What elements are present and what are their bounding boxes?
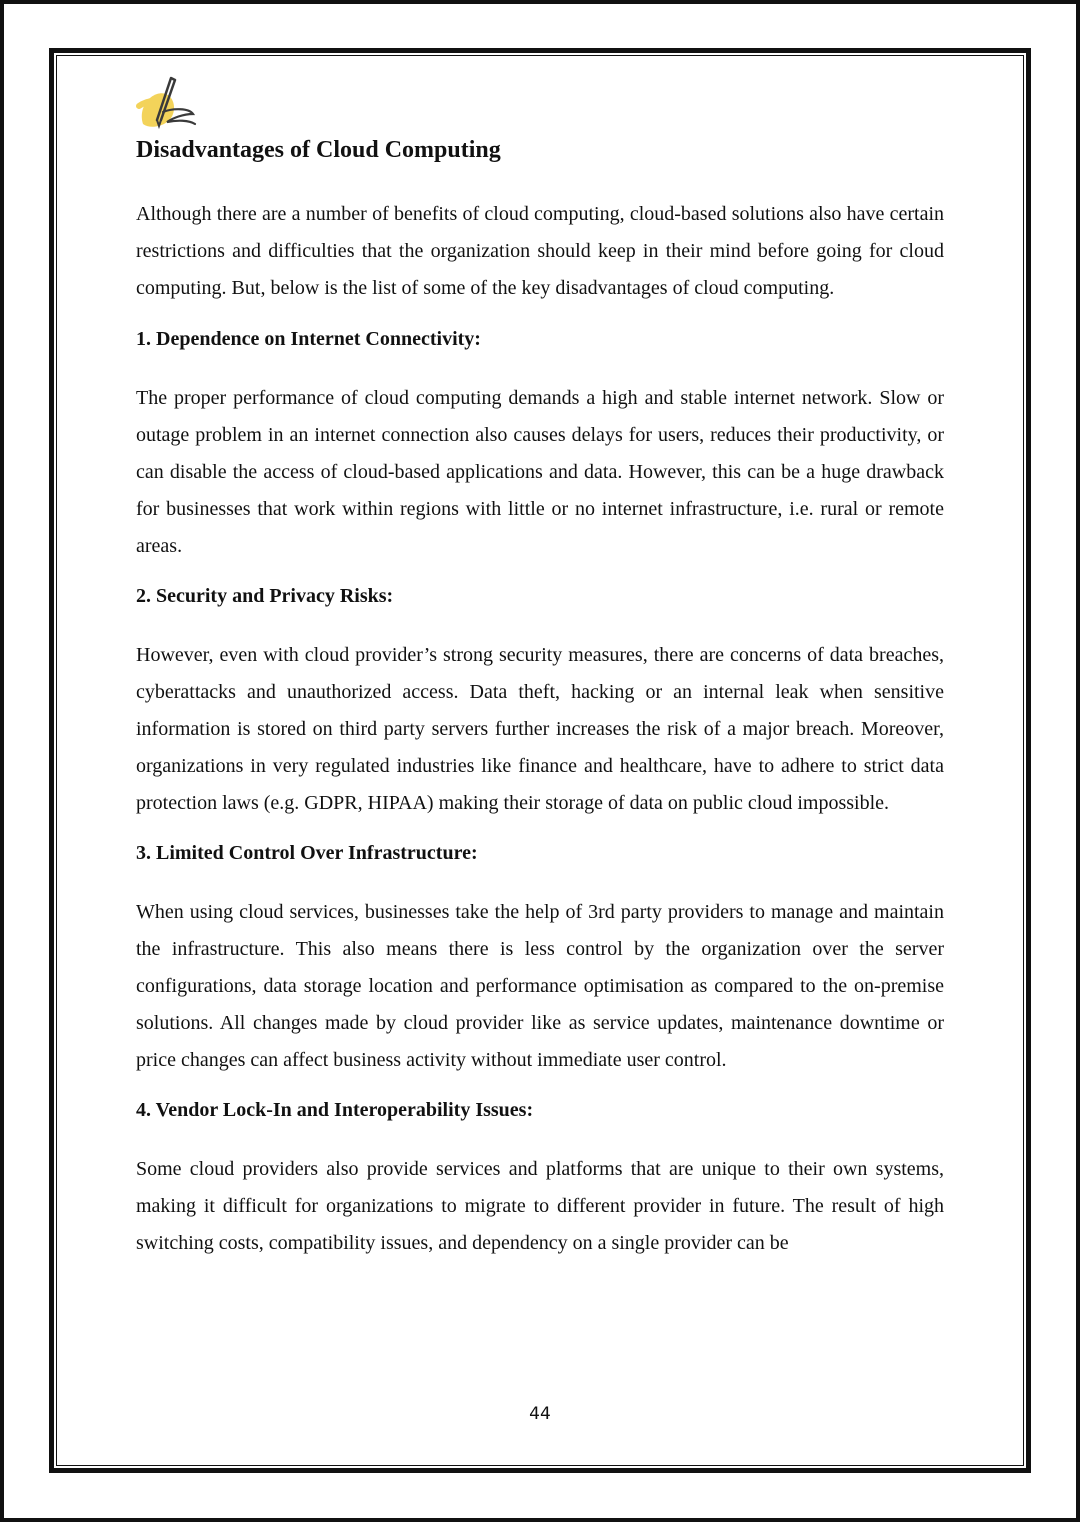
intro-paragraph: Although there are a number of benefits of cloud computing, cloud-based solutions also have certain restrictions and difficulties that the organization should keep in their mind before going for cloud computing. But, below is the list of some of the key disadvantages of cloud computing.	[136, 203, 944, 299]
section-heading: 1. Dependence on Internet Connectivity:	[136, 328, 481, 350]
section-body: However, even with cloud provider’s strong security measures, there are concerns of data breaches, cyberattacks and unauthorized access. Data theft, hacking or an internal leak when sensitive information is stored on third party servers further increases the risk of a major breach. Moreover, organizations in very regulated industries like finance and healthcare, have to adhere to strict data protection laws (e.g. GDPR, HIPAA) making their storage of data on public cloud impossible.	[136, 644, 944, 814]
document-body	[136, 134, 944, 1262]
section-heading: 3. Limited Control Over Infrastructure:	[136, 842, 478, 864]
pen-writing-icon	[133, 72, 203, 132]
section-heading: 2. Security and Privacy Risks:	[136, 585, 394, 607]
section-body: The proper performance of cloud computing demands a high and stable internet network. Slow or outage problem in an internet connection also causes delays for users, reduces their productivity, or can disable the access of cloud-based applications and data. However, this can be a huge drawback for businesses that work within regions with little or no internet infrastructure, i.e. rural or remote areas.	[136, 387, 944, 557]
page-title: Disadvantages of Cloud Computing	[136, 137, 501, 163]
section-body: Some cloud providers also provide services and platforms that are unique to their own systems, making it difficult for organizations to migrate to different provider in future. The result of high switching costs, compatibility issues, and dependency on a single provider can be	[136, 1158, 944, 1254]
section-heading: 4. Vendor Lock-In and Interoperability Issues:	[136, 1099, 534, 1121]
page-number: 44	[529, 1404, 551, 1424]
section-body: When using cloud services, businesses take the help of 3rd party providers to manage and maintain the infrastructure. This also means there is less control by the organization over the server configurations, data storage location and performance optimisation as compared to the on-premise solutions. All changes made by cloud provider like as service updates, maintenance downtime or price changes can affect business activity without immediate user control.	[136, 901, 944, 1071]
